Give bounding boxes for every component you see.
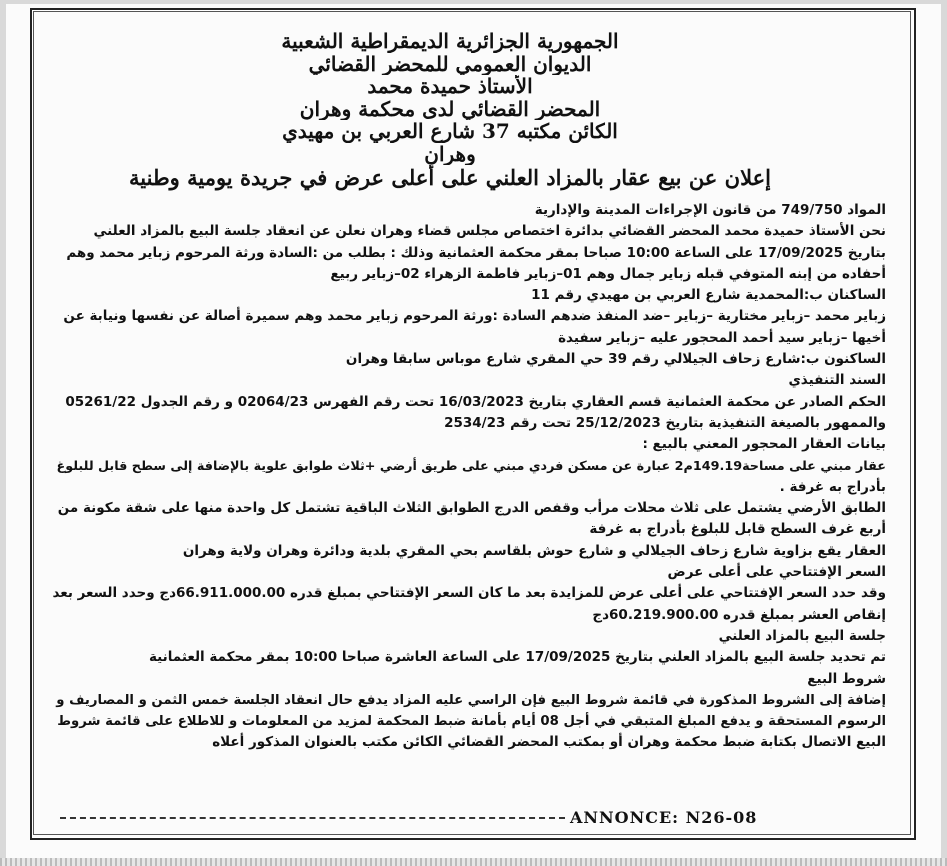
body-line: العقار يقع بزاوية شارع زحاف الجيلالي و شارع حوش بلقاسم بحي المقري بلدية ودائرة وهران ولاية وهران xyxy=(182,542,886,559)
body-line: تم تحديد جلسة البيع بالمزاد العلني بتاريخ 17/09/2025 على الساعة العاشرة صباحا 10:00 بمقر محكمة العثمانية xyxy=(148,649,886,666)
body-line: بتاريخ 17/09/2025 على الساعة 10:00 صباحا بمقر محكمة العثمانية وذلك : بطلب من :السادة ورثة المرحوم زباير محمد وهم xyxy=(66,244,886,261)
body-line: الساكنان ب:المحمدية شارع العربي بن مهيدي رقم 11 xyxy=(531,287,886,304)
body-line: الحكم الصادر عن محكمة العثمانية قسم العقاري بتاريخ 16/03/2023 تحت رقم الفهرس 02064/23 و رقم الجدول 05261/22 xyxy=(65,393,886,410)
body-line: إنقاص العشر بمبلغ قدره 60.219.900.00دج xyxy=(592,606,886,623)
header-bailiff-name: الأستاذ حميدة محمد xyxy=(367,75,533,98)
body-line: بأدراج به غرفة . xyxy=(779,478,886,495)
body-line: الساكنون ب:شارع زحاف الجيلالي رقم 39 حي المقري شارع موباس سابقا وهران xyxy=(345,351,886,368)
body-line: المواد 749/750 من قانون الإجراءات المدينة والإدارية xyxy=(534,202,886,218)
header-address: الكائن مكتبه 37 شارع العربي بن مهيدي xyxy=(282,120,618,143)
body-line: أخيها –زباير سيد أحمد المحجور عليه –زباير سفيدة xyxy=(558,329,886,346)
annonce-divider xyxy=(60,817,565,819)
body-line: عقار مبني على مساحة149.19م2 عبارة عن مسكن فردي مبني على طريق أرضي +ثلاث طوابق علوية بالإضافة إلى سطح قابل للبلوغ xyxy=(56,458,886,474)
body-line: الرسوم المستحقة و يدفع المبلغ المتبقي في أجل 08 أيام بأمانة ضبط المحكمة لمزيد من المعلومات و للاطلاع على قائمة شروط xyxy=(57,714,886,730)
body-line: والممهور بالصيغة التنفيذية بتاريخ 25/12/2023 تحت رقم 2534/23 xyxy=(444,414,886,431)
announcement-title: إعلان عن بيع عقار بالمزاد العلني على أعلى عرض في جريدة يومية وطنية xyxy=(129,165,771,190)
body-line: زباير محمد –زباير مختارية –زباير –ضد المنفذ ضدهم السادة :ورثة المرحوم زباير محمد وهم سميرة أصالة عن نفسها ونيابة عن xyxy=(63,308,886,325)
body-line: السعر الإفتتاحي على أعلى عرض xyxy=(667,564,886,581)
body-line: أربع غرف السطح قابل للبلوغ بأدراج به غرفة xyxy=(589,521,886,538)
body-line: نحن الأستاذ حميدة محمد المحضر القضائي بدائرة اختصاص مجلس قضاء وهران نعلن عن انعقاد جلسة البيع بالمزاد العلني xyxy=(93,223,886,240)
header-court: المحضر القضائي لدى محكمة وهران xyxy=(299,97,601,120)
body-line: البيع الاتصال بكتابة ضبط محكمة وهران أو بمكتب المحضر القضائي الكائن مكتب بالعنوان المذكور أعلاه xyxy=(212,734,886,751)
header-city: وهران xyxy=(424,142,476,165)
body-line: شروط البيع xyxy=(807,670,886,687)
announcement-body xyxy=(44,200,886,754)
body-line: إضافة إلى الشروط المذكورة في قائمة شروط البيع فإن الراسي عليه المزاد يدفع حال انعقاد الجلسة خمس الثمن و المصاريف و xyxy=(56,692,886,708)
body-line: الطابق الأرضي يشتمل على ثلاث محلات مرأب وقفص الدرج الطوابق الثلاث الباقية تشتمل كل واحدة منها على شقة مكونة من xyxy=(57,500,886,517)
body-line: جلسة البيع بالمزاد العلني xyxy=(718,627,886,644)
scan-edge xyxy=(0,858,947,866)
body-line: السند التنفيذي xyxy=(788,372,886,389)
body-line: بيانات العقار المحجور المعني بالبيع : xyxy=(642,436,886,453)
header-republic: الجمهورية الجزائرية الديمقراطية الشعبية xyxy=(281,30,619,53)
announcement-header xyxy=(40,30,860,191)
annonce-number: ANNONCE: N26-08 xyxy=(570,808,758,827)
body-line: وقد حدد السعر الإفتتاحي على أعلى عرض للمزايدة بعد ما كان السعر الإفتتاحي بمبلغ قدره 66.911.000.00دج وحدد السعر بعد xyxy=(52,585,886,602)
header-office: الديوان العمومي للمحضر القضائي xyxy=(308,52,592,75)
body-line: أحفاده من إبنه المتوفي قبله زباير جمال وهم 01–زباير فاطمة الزهراء 02–زباير ربيع xyxy=(330,265,886,282)
